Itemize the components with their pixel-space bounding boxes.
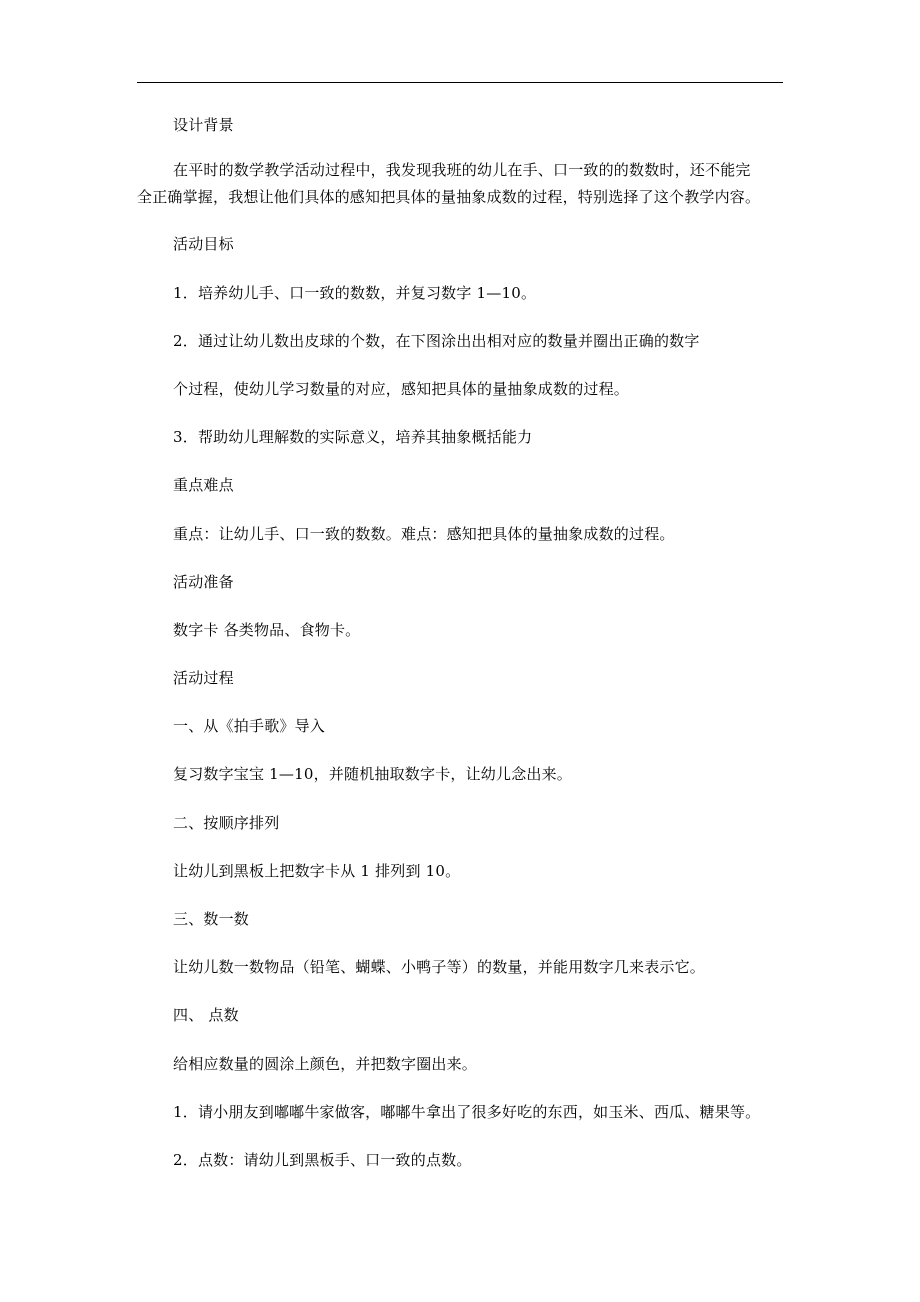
goal-item-3: 3．帮助幼儿理解数的实际意义，培养其抽象概括能力 <box>173 428 533 446</box>
goal-item-2: 2．通过让幼儿数出皮球的个数，在下图涂出出相对应的数量并圈出正确的数字 <box>173 332 700 350</box>
process-step-2-title: 二、按顺序排列 <box>173 814 280 832</box>
process-step-4-title: 四、 点数 <box>173 1006 239 1024</box>
paragraph-line: 在平时的数学教学活动过程中，我发现我班的幼儿在手、口一致的的数数时，还不能完 <box>173 161 751 179</box>
process-step-4-text: 给相应数量的圆涂上颜色，并把数字圈出来。 <box>173 1055 478 1073</box>
key-points-text: 重点：让幼儿手、口一致的数数。难点：感知把具体的量抽象成数的过程。 <box>173 525 675 543</box>
process-step-2-text: 让幼儿到黑板上把数字卡从 1 排列到 10。 <box>173 862 461 880</box>
process-step-4-item-2: 2．点数：请幼儿到黑板手、口一致的点数。 <box>173 1151 472 1169</box>
process-step-4-item-1: 1．请小朋友到嘟嘟牛家做客，嘟嘟牛拿出了很多好吃的东西，如玉米、西瓜、糖果等。 <box>173 1103 761 1121</box>
goal-item-2-continued: 个过程，使幼儿学习数量的对应，感知把具体的量抽象成数的过程。 <box>173 380 630 398</box>
heading-process: 活动过程 <box>173 669 234 687</box>
header-rule <box>137 82 783 83</box>
heading-design-background: 设计背景 <box>173 116 234 134</box>
process-step-3-text: 让幼儿数一数物品（铅笔、蝴蝶、小鸭子等）的数量，并能用数字几来表示它。 <box>173 958 706 976</box>
heading-activity-goals: 活动目标 <box>173 235 234 253</box>
paragraph-line: 全正确掌握，我想让他们具体的感知把具体的量抽象成数的过程，特别选择了这个教学内容。 <box>137 188 761 206</box>
heading-key-points: 重点难点 <box>173 476 234 494</box>
process-step-3-title: 三、数一数 <box>173 910 250 928</box>
heading-preparation: 活动准备 <box>173 573 234 591</box>
goal-item-1: 1．培养幼儿手、口一致的数数，并复习数字 1—10。 <box>173 284 537 302</box>
preparation-text: 数字卡 各类物品、食物卡。 <box>173 621 361 639</box>
process-step-1-title: 一、从《拍手歌》导入 <box>173 717 326 735</box>
process-step-1-text: 复习数字宝宝 1—10，并随机抽取数字卡，让幼儿念出来。 <box>173 765 573 783</box>
